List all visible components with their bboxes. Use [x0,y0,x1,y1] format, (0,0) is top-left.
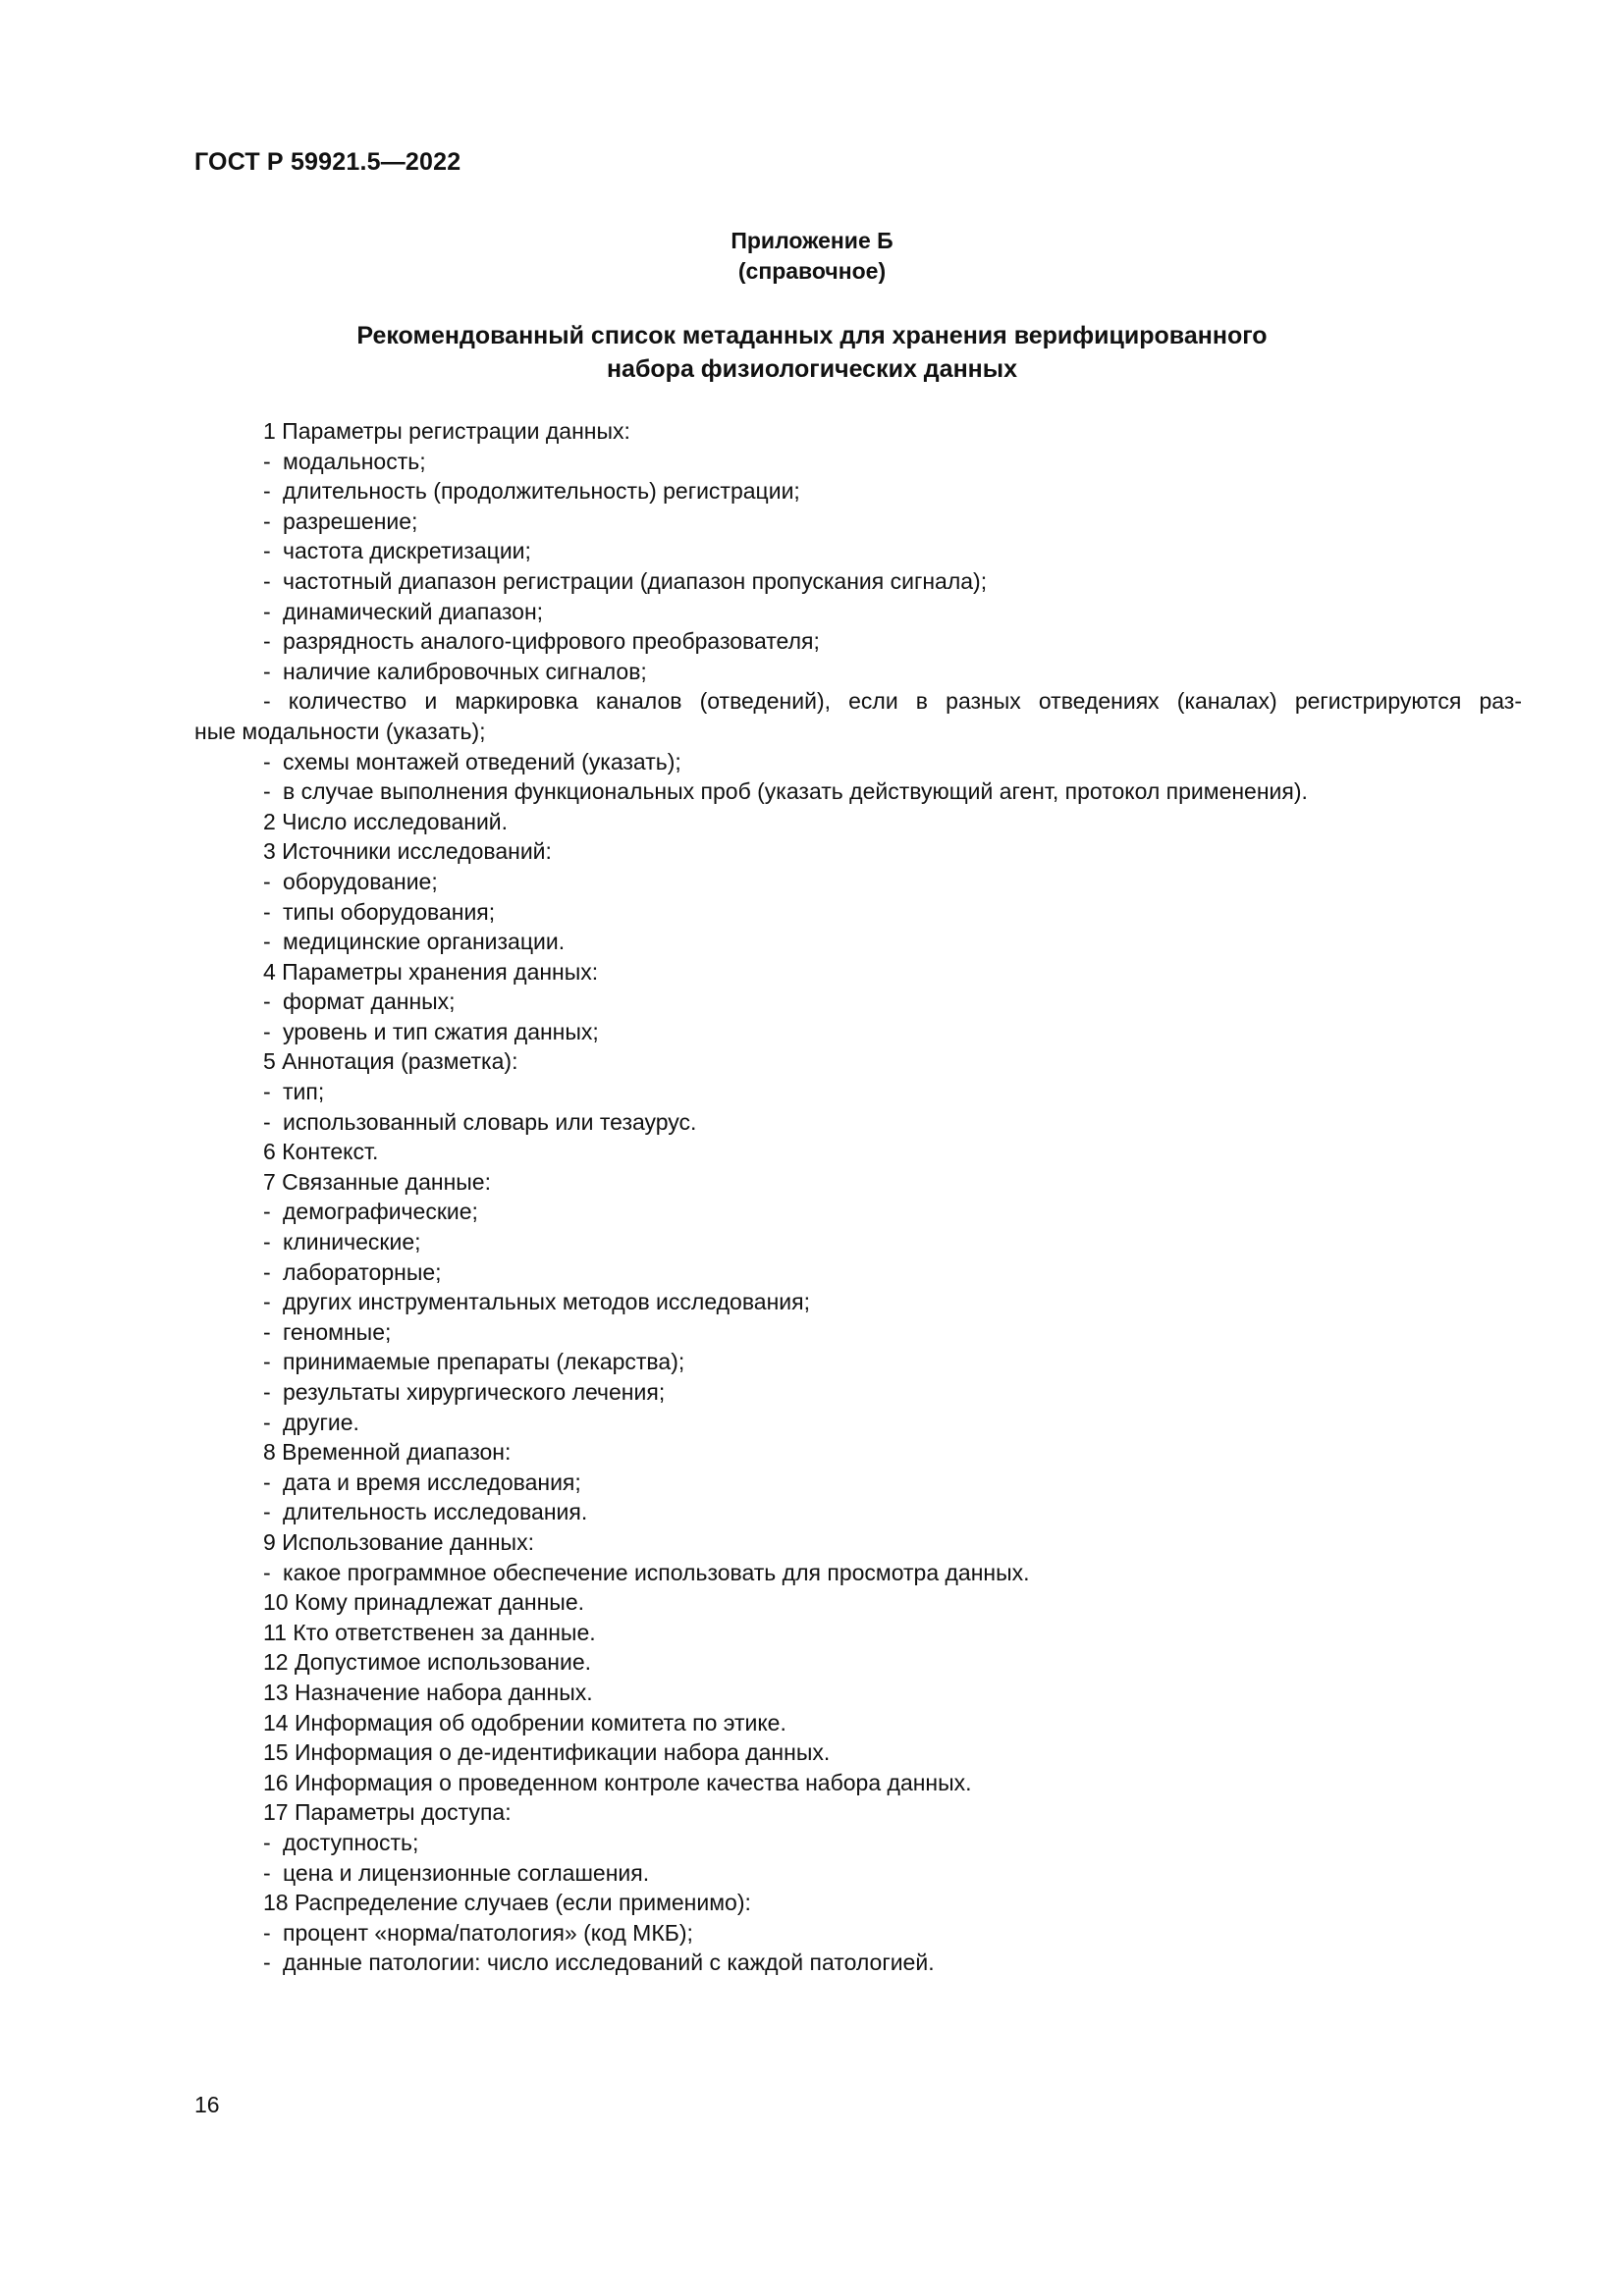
list-item-text: дата и время исследования; [283,1468,581,1495]
list-item-text: использованный словарь или тезаурус. [283,1108,697,1135]
list-item-text: длительность исследования. [283,1499,588,1525]
list-item [194,987,1524,1017]
list-item-text: формат данных; [283,988,456,1015]
list-item-wrapped: - количество и маркировка каналов (отведений), если в разных отведениях (каналах) регистрируются раз- [263,688,1522,715]
list-item-text: цена и лицензионные соглашения. [283,1859,650,1886]
dash-marker: - [263,1859,271,1886]
list-item-text: доступность; [283,1829,419,1855]
list-item [194,1828,1524,1858]
list-heading: 7 Связанные данные: [263,1168,491,1195]
list-item-text: разрешение; [283,507,418,534]
list-item [194,1377,1524,1408]
list-item [194,566,1524,597]
list-heading: 12 Допустимое использование. [263,1649,592,1676]
list-item-text: динамический диапазон; [283,598,544,624]
list-heading: 14 Информация об одобрении комитета по этике. [263,1709,786,1735]
list-item [194,1287,1524,1317]
list-item [194,897,1524,928]
dash-marker: - [263,1919,271,1946]
list-item-text: модальность; [283,448,426,474]
section-title-line: набора физиологических данных [606,355,1018,383]
dash-marker: - [263,598,271,624]
dash-marker: - [263,1318,271,1345]
dash-marker: - [263,448,271,474]
list-item-text: другие. [283,1409,359,1435]
dash-marker: - [263,929,271,955]
list-item [194,1257,1524,1288]
list-item-text: медицинские организации. [283,929,566,955]
list-item-text: длительность (продолжительность) регистрации; [283,478,800,505]
list-item [194,1077,1524,1107]
dash-marker: - [263,1108,271,1135]
list-heading: 10 Кому принадлежат данные. [263,1589,585,1616]
dash-marker: - [263,507,271,534]
list-item-text: процент «норма/патология» (код МКБ); [283,1919,693,1946]
appendix-title: Приложение Б [731,228,893,253]
list-item-text: наличие калибровочных сигналов; [283,658,647,684]
dash-marker: - [263,778,271,805]
list-item-text: геномные; [283,1318,392,1345]
dash-marker: - [263,988,271,1015]
dash-marker: - [263,1258,271,1285]
list-item-text: демографические; [283,1199,478,1225]
list-item-text: частота дискретизации; [283,538,531,564]
list-item-text: в случае выполнения функциональных проб (указать действующий агент, протокол применения). [283,778,1308,805]
list-item-text: частотный диапазон регистрации (диапазон пропускания сигнала); [283,567,988,594]
dash-marker: - [263,1949,271,1976]
list-item [194,597,1524,627]
list-item-text: результаты хирургического лечения; [283,1379,666,1405]
dash-marker: - [263,628,271,655]
dash-marker: - [263,1199,271,1225]
list-item-text: тип; [283,1079,325,1105]
list-item [194,657,1524,687]
dash-marker: - [263,868,271,894]
dash-marker: - [263,1379,271,1405]
list-heading: 5 Аннотация (разметка): [263,1048,518,1075]
list-item-text: лабораторные; [283,1258,442,1285]
list-heading: 4 Параметры хранения данных: [263,958,599,985]
dash-marker: - [263,1079,271,1105]
dash-marker: - [263,1499,271,1525]
list-item [194,1858,1524,1889]
page-number: 16 [194,2092,220,2117]
list-heading: 13 Назначение набора данных. [263,1679,593,1705]
dash-marker: - [263,1018,271,1044]
dash-marker: - [263,478,271,505]
list-item [194,1948,1524,1978]
dash-marker: - [263,748,271,774]
dash-marker: - [263,1229,271,1255]
list-item [194,1347,1524,1377]
list-heading: 9 Использование данных: [263,1528,534,1555]
list-item-text: уровень и тип сжатия данных; [283,1018,599,1044]
list-item-text: других инструментальных методов исследования; [283,1289,810,1315]
list-item-text: клинические; [283,1229,421,1255]
list-item-continuation: ные модальности (указать); [194,718,486,744]
document-code: ГОСТ Р 59921.5—2022 [194,148,461,176]
list-item [194,927,1524,957]
dash-marker: - [263,1829,271,1855]
list-item-text: типы оборудования; [283,898,496,925]
list-item-text: оборудование; [283,868,438,894]
dash-marker: - [263,658,271,684]
list-item [194,626,1524,657]
list-item [194,507,1524,537]
section-title-line: Рекомендованный список метаданных для хранения верифицированного [356,322,1268,349]
dash-marker: - [263,567,271,594]
list-item-text: какое программное обеспечение использовать для просмотра данных. [283,1559,1030,1585]
dash-marker: - [263,1468,271,1495]
list-heading: 3 Источники исследований: [263,838,552,865]
list-heading: 8 Временной диапазон: [263,1439,512,1466]
list-item [194,1017,1524,1047]
list-item [194,776,1524,807]
list-item-text: схемы монтажей отведений (указать); [283,748,681,774]
list-item [194,1468,1524,1498]
list-heading: 1 Параметры регистрации данных: [263,418,630,444]
list-item-text: принимаемые препараты (лекарства); [283,1349,685,1375]
list-item [194,1558,1524,1588]
list-item [194,867,1524,897]
dash-marker: - [263,1409,271,1435]
list-item-text: данные патологии: число исследований с каждой патологией. [283,1949,935,1976]
list-heading: 6 Контекст. [263,1139,379,1165]
list-item [194,1918,1524,1949]
list-item [194,1317,1524,1348]
list-heading: 2 Число исследований. [263,808,509,834]
list-item [194,1408,1524,1438]
list-item [194,536,1524,566]
list-item [194,1227,1524,1257]
dash-marker: - [263,1559,271,1585]
list-item [194,447,1524,477]
list-heading: 16 Информация о проведенном контроле качества набора данных. [263,1769,972,1795]
metadata-list [194,416,1524,1978]
section-title [295,319,1329,386]
list-item-text: разрядность аналого-цифрового преобразователя; [283,628,820,655]
dash-marker: - [263,898,271,925]
list-heading: 11 Кто ответственен за данные. [263,1619,596,1645]
list-item [194,1497,1524,1527]
dash-marker: - [263,1349,271,1375]
list-item [194,1107,1524,1138]
list-item [194,747,1524,777]
dash-marker: - [263,1289,271,1315]
list-item [194,1197,1524,1227]
list-item [194,476,1524,507]
dash-marker: - [263,538,271,564]
appendix-subtitle: (справочное) [737,258,887,284]
list-heading: 17 Параметры доступа: [263,1799,512,1826]
list-heading: 18 Распределение случаев (если применимо): [263,1890,751,1916]
list-heading: 15 Информация о де-идентификации набора данных. [263,1739,831,1766]
